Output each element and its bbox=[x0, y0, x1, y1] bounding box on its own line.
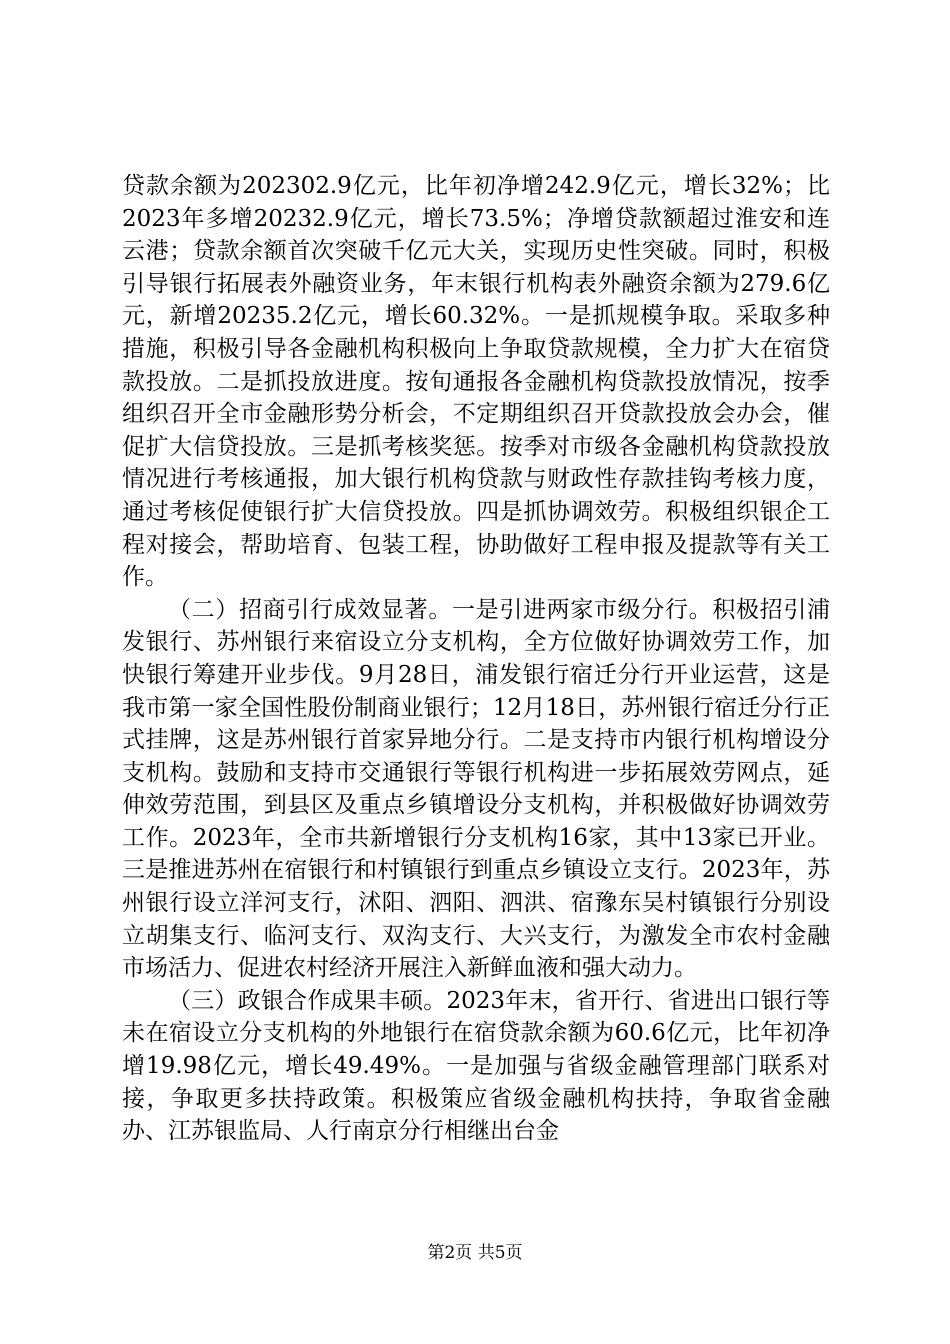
document-body bbox=[122, 170, 830, 1148]
paragraph-loan-balance: 贷款余额为202302.9亿元，比年初净增242.9亿元，增长32%；比2023年多增20232.9亿元，增长73.5%；净增贷款额超过淮安和连云港；贷款余额首次突破千亿元大关，实现历史性突破。同时，积极引导银行拓展表外融资业务，年末银行机构表外融资余额为279.6亿元，新增20235.2亿元，增长60.32%。一是抓规模争取。采取多种措施，积极引导各金融机构积极向上争取贷款规模，全力扩大在宿贷款投放。二是抓投放进度。按旬通报各金融机构贷款投放情况，按季组织召开全市金融形势分析会，不定期组织召开贷款投放会办会，催促扩大信贷投放。三是抓考核奖惩。按季对市级各金融机构贷款投放情况进行考核通报，加大银行机构贷款与财政性存款挂钩考核力度，通过考核促使银行扩大信贷投放。四是抓协调效劳。积极组织银企工程对接会，帮助培育、包装工程，协助做好工程申报及提款等有关工作。 bbox=[122, 173, 830, 591]
page-footer: 第2页 共5页 bbox=[427, 1243, 523, 1263]
paragraph-government-bank-cooperation: （三）政银合作成果丰硕。2023年末，省开行、省进出口银行等未在宿设立分支机构的外地银行在宿贷款余额为60.6亿元，比年初净增19.98亿元，增长49.49%。一是加强与省级金融管理部门联系对接，争取更多扶持政策。积极策应省级金融机构扶持，争取省金融办、江苏银监局、人行南京分行相继出台金 bbox=[122, 987, 830, 1145]
paragraph-bank-attraction: （二）招商引行成效显著。一是引进两家市级分行。积极招引浦发银行、苏州银行来宿设立分支机构，全方位做好协调效劳工作，加快银行筹建开业步伐。9月28日，浦发银行宿迁分行开业运营，这是我市第一家全国性股份制商业银行；12月18日，苏州银行宿迁分行正式挂牌，这是苏州银行首家异地分行。二是支持市内银行机构增设分支机构。鼓励和支持市交通银行等银行机构进一步拓展效劳网点，延伸效劳范围，到县区及重点乡镇增设分支机构，并积极做好协调效劳工作。2023年，全市共新增银行分支机构16家，其中13家已开业。三是推进苏州在宿银行和村镇银行到重点乡镇设立支行。2023年，苏州银行设立洋河支行，沭阳、泗阳、泗洪、宿豫东吴村镇银行分别设立胡集支行、临河支行、双沟支行、大兴支行，为激发全市农村金融市场活力、促进农村经济开展注入新鲜血液和强大动力。 bbox=[122, 596, 830, 982]
